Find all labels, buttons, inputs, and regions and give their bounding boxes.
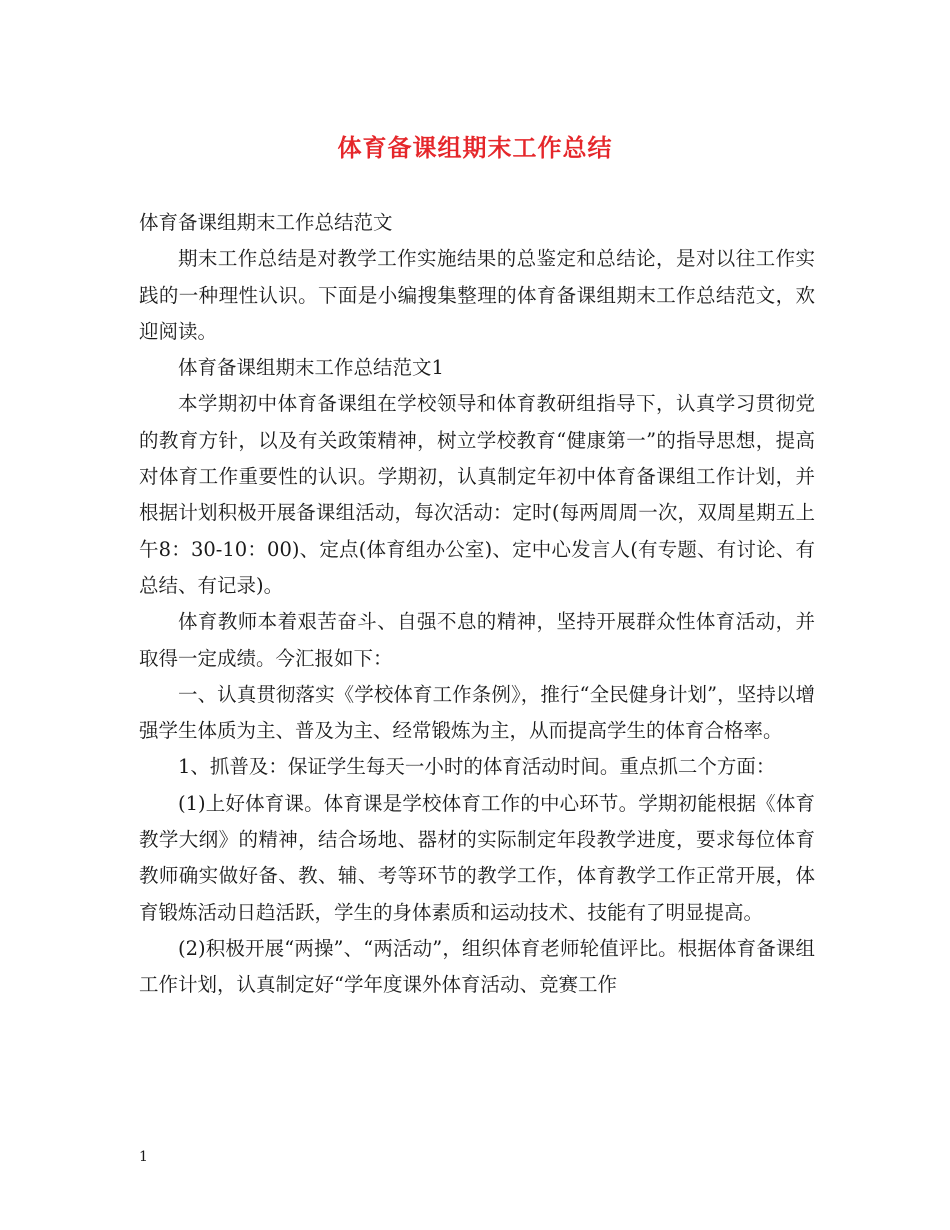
body-paragraph: (2)积极开展“两操”、“两活动”，组织体育老师轮值评比。根据体育备课组工作计划，认真制定好“学年度课外体育活动、竞赛工作 xyxy=(139,936,815,997)
section-heading: 体育备课组期末工作总结范文1 xyxy=(178,356,444,380)
page-number: 1 xyxy=(139,1149,148,1165)
document-title: 体育备课组期末工作总结 xyxy=(337,133,613,162)
body-paragraph: 本学期初中体育备课组在学校领导和体育教研组指导下，认真学习贯彻党的教育方针，以及有关政策精神，树立学校教育“健康第一”的指导思想，提高对体育工作重要性的认识。学期初，认真制定年初中体育备课组工作计划，并根据计划积极开展备课组活动，每次活动：定时(每两周周一次，双周星期五上午8：30-10：00)、定点(体育组办公室)、定中心发言人(有专题、有讨论、有总结、有记录)。 xyxy=(139,392,815,597)
body-paragraph: 体育教师本着艰苦奋斗、自强不息的精神，坚持开展群众性体育活动，并取得一定成绩。今汇报如下： xyxy=(139,610,815,670)
intro-paragraph: 期末工作总结是对教学工作实施结果的总鉴定和总结论，是对以往工作实践的一种理性认识。下面是小编搜集整理的体育备课组期末工作总结范文，欢迎阅读。 xyxy=(139,247,815,343)
subtitle-paragraph: 体育备课组期末工作总结范文 xyxy=(139,211,393,234)
body-paragraph: 1、抓普及：保证学生每天一小时的体育活动时间。重点抓二个方面： xyxy=(178,755,776,779)
body-paragraph: (1)上好体育课。体育课是学校体育工作的中心环节。学期初能根据《体育教学大纲》的精神，结合场地、器材的实际制定年段教学进度，要求每位体育教师确实做好备、教、辅、考等环节的教学工作，体育教学工作正常开展，体育锻炼活动日趋活跃，学生的身体素质和运动技术、技能有了明显提高。 xyxy=(139,791,815,924)
body-paragraph: 一、认真贯彻落实《学校体育工作条例》，推行“全民健身计划”，坚持以增强学生体质为主、普及为主、经常锻炼为主，从而提高学生的体育合格率。 xyxy=(139,682,815,743)
document-body xyxy=(139,205,815,1004)
